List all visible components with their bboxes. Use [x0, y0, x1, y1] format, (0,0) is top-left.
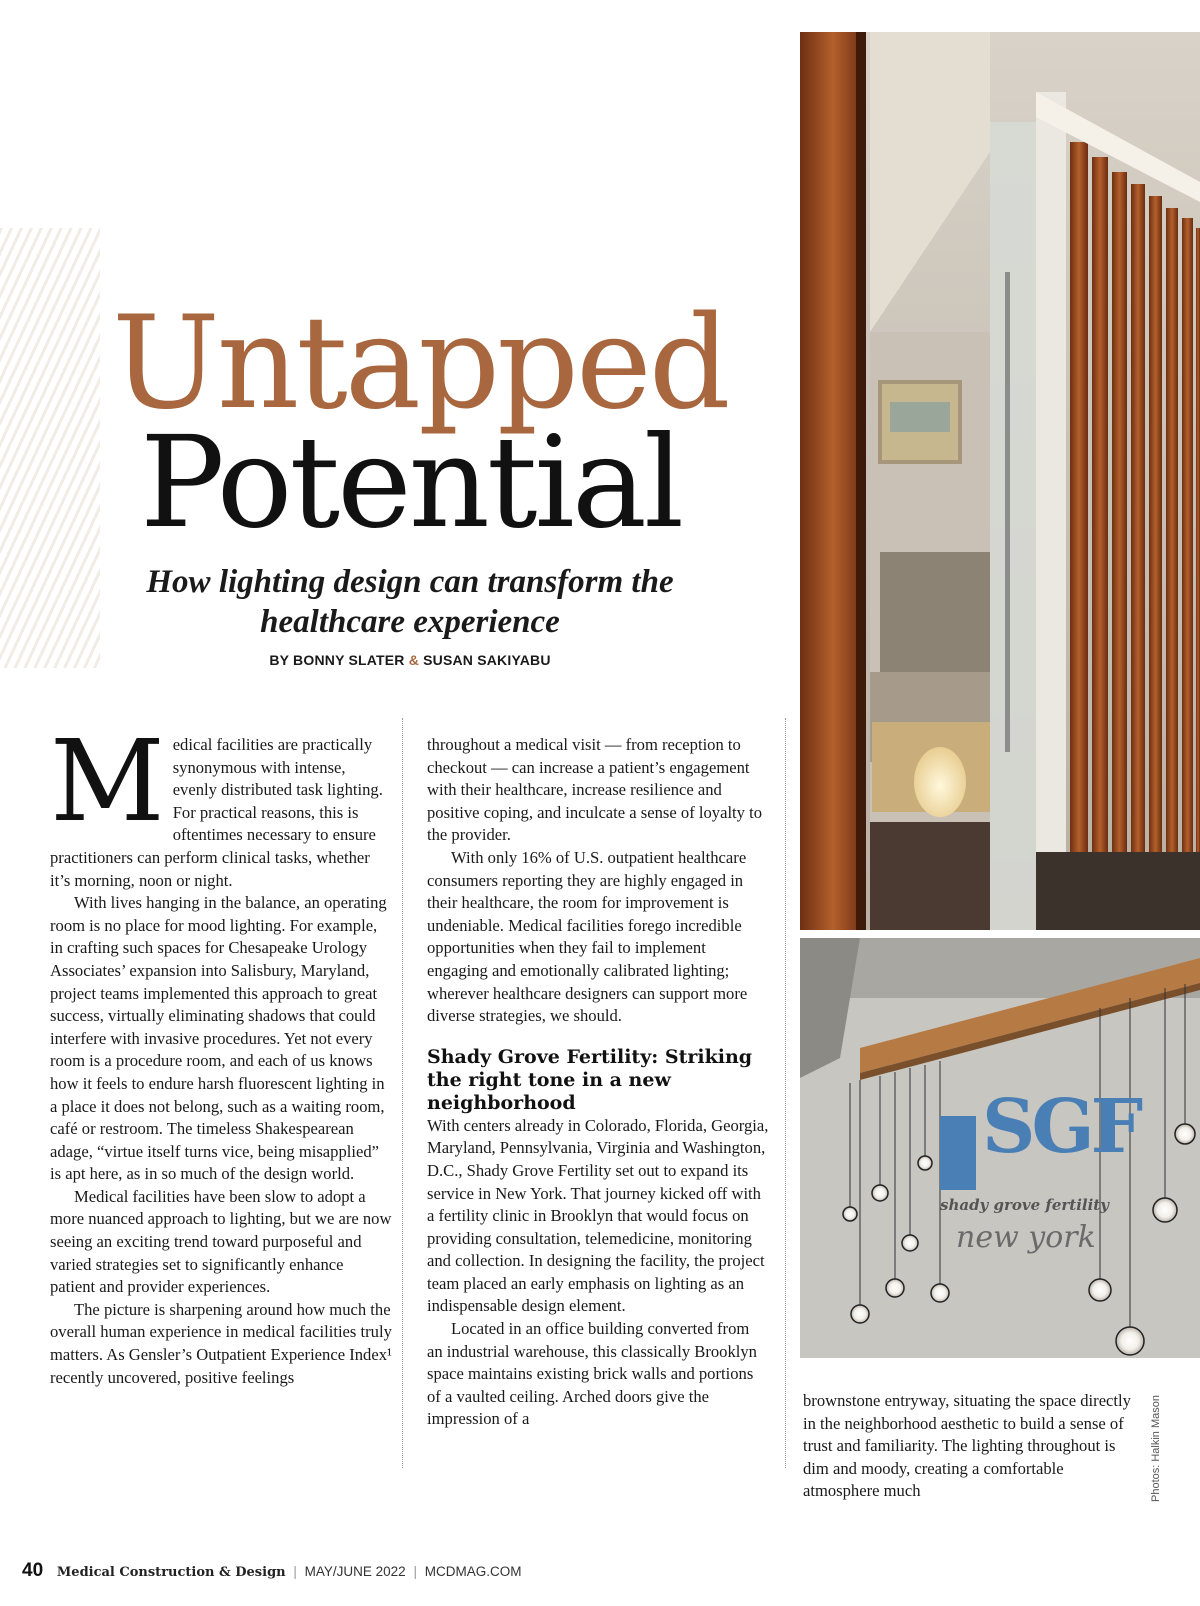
paragraph: brownstone entryway, situating the space directly in the neighborhood aesthetic to build a sense of trust and familiarity. The lighting throughout is dim and moody, creating a comfortable atmosphere much: [803, 1391, 1131, 1501]
drop-cap: M: [50, 717, 165, 847]
byline-ampersand: &: [408, 652, 420, 668]
text-column-1: [50, 717, 392, 1389]
title-line-untapped: Untapped: [112, 289, 728, 438]
text-column-3: [803, 1390, 1143, 1503]
decorative-stripes: [0, 228, 100, 668]
column-divider: [785, 718, 786, 1468]
byline: [100, 652, 720, 668]
page-footer: [22, 1560, 522, 1582]
paragraph: [50, 717, 392, 892]
section-subhead: Shady Grove Fertility: Striking the right tone in a new neighborhood: [427, 1045, 753, 1114]
paragraph: With centers already in Colorado, Florida, Georgia, Maryland, Pennsylvania, Virginia and Washington, D.C., Shady Grove Fertility set out to expand its service in New York. That journey kicked off with a fertility clinic in Brooklyn that would focus on providing consultation, telemedicine, monitoring and collection. In designing the facility, the project team placed an early emphasis on lighting as an indispensable design element.: [427, 1115, 769, 1316]
article-subtitle: How lighting design can transform the healthcare experience: [146, 564, 674, 640]
sgf-name-text: shady grove fertility: [940, 1196, 1109, 1214]
paragraph: With only 16% of U.S. outpatient healthcare consumers reporting they are highly engaged in their healthcare, the room for improvement is undeniable. Medical facilities forego incredible opportunities when they fail to implement engaging and emotionally calibrated lighting; wherever healthcare designers can support more diverse strategies, we should.: [427, 847, 748, 1026]
byline-author1: BY BONNY SLATER: [269, 652, 405, 668]
paragraph: Located in an office building converted from an industrial warehouse, this classically Brooklyn space maintains existing brick walls and portions of a vaulted ceiling. Arched doors give the impression of a: [427, 1319, 757, 1429]
paragraph-text: edical facilities are practically synonymous with intense, evenly distributed task lighting. For practical reasons, this is oftentimes necessary to ensure practitioners can perform clinical tasks, whether it’s morning, noon or night.: [50, 735, 383, 890]
website-link[interactable]: MCDMAG.COM: [424, 1564, 522, 1579]
photo-credit: Photos: Halkin Mason: [1150, 1395, 1162, 1502]
paragraph: The picture is sharpening around how much the overall human experience in medical facilities truly matters. As Gensler’s Outpatient Experience Index¹ recently uncovered, positive feelings: [50, 1299, 392, 1387]
sgf-sign-photo: [800, 938, 1200, 1358]
issue-date: MAY/JUNE 2022: [304, 1564, 406, 1579]
text-column-2: [427, 734, 769, 1431]
publication-name: Medical Construction & Design: [56, 1565, 286, 1580]
sgf-city-text: new york: [956, 1220, 1096, 1255]
column-divider: [402, 718, 403, 1468]
paragraph: throughout a medical visit — from reception to checkout — can increase a patient’s engagement with their healthcare, increase resilience and positive coping, and inculcate a sense of loyalty to the provider.: [427, 735, 763, 845]
footer-separator: |: [413, 1564, 417, 1579]
paragraph: With lives hanging in the balance, an operating room is no place for mood lighting. For example, in crafting such spaces for Chesapeake Urology Associates’ expansion into Salisbury, Maryland, project teams implemented this approach to great success, virtually eliminating shadows that could interfere with invasive procedures. Yet not every room is a procedure room, and each of us knows how it feels to endure harsh fluorescent lighting in a place it does not belong, such as a waiting room, café or restroom. The timeless Shakespearean adage, “virtue itself turns vice, being misapplied” is apt here, as in so much of the design world.: [50, 893, 387, 1184]
footer-separator: |: [293, 1564, 297, 1579]
sgf-logo-text: SGF: [982, 1084, 1140, 1170]
byline-author2: SUSAN SAKIYABU: [423, 652, 551, 668]
paragraph: Medical facilities have been slow to adopt a more nuanced approach to lighting, but we are now seeing an exciting trend toward purposeful and varied strategies set to significantly enhance patient and provider experiences.: [50, 1186, 392, 1297]
title-line-potential: Potential: [140, 409, 682, 556]
page-number: 40: [22, 1560, 44, 1581]
corridor-photo: [800, 32, 1200, 930]
